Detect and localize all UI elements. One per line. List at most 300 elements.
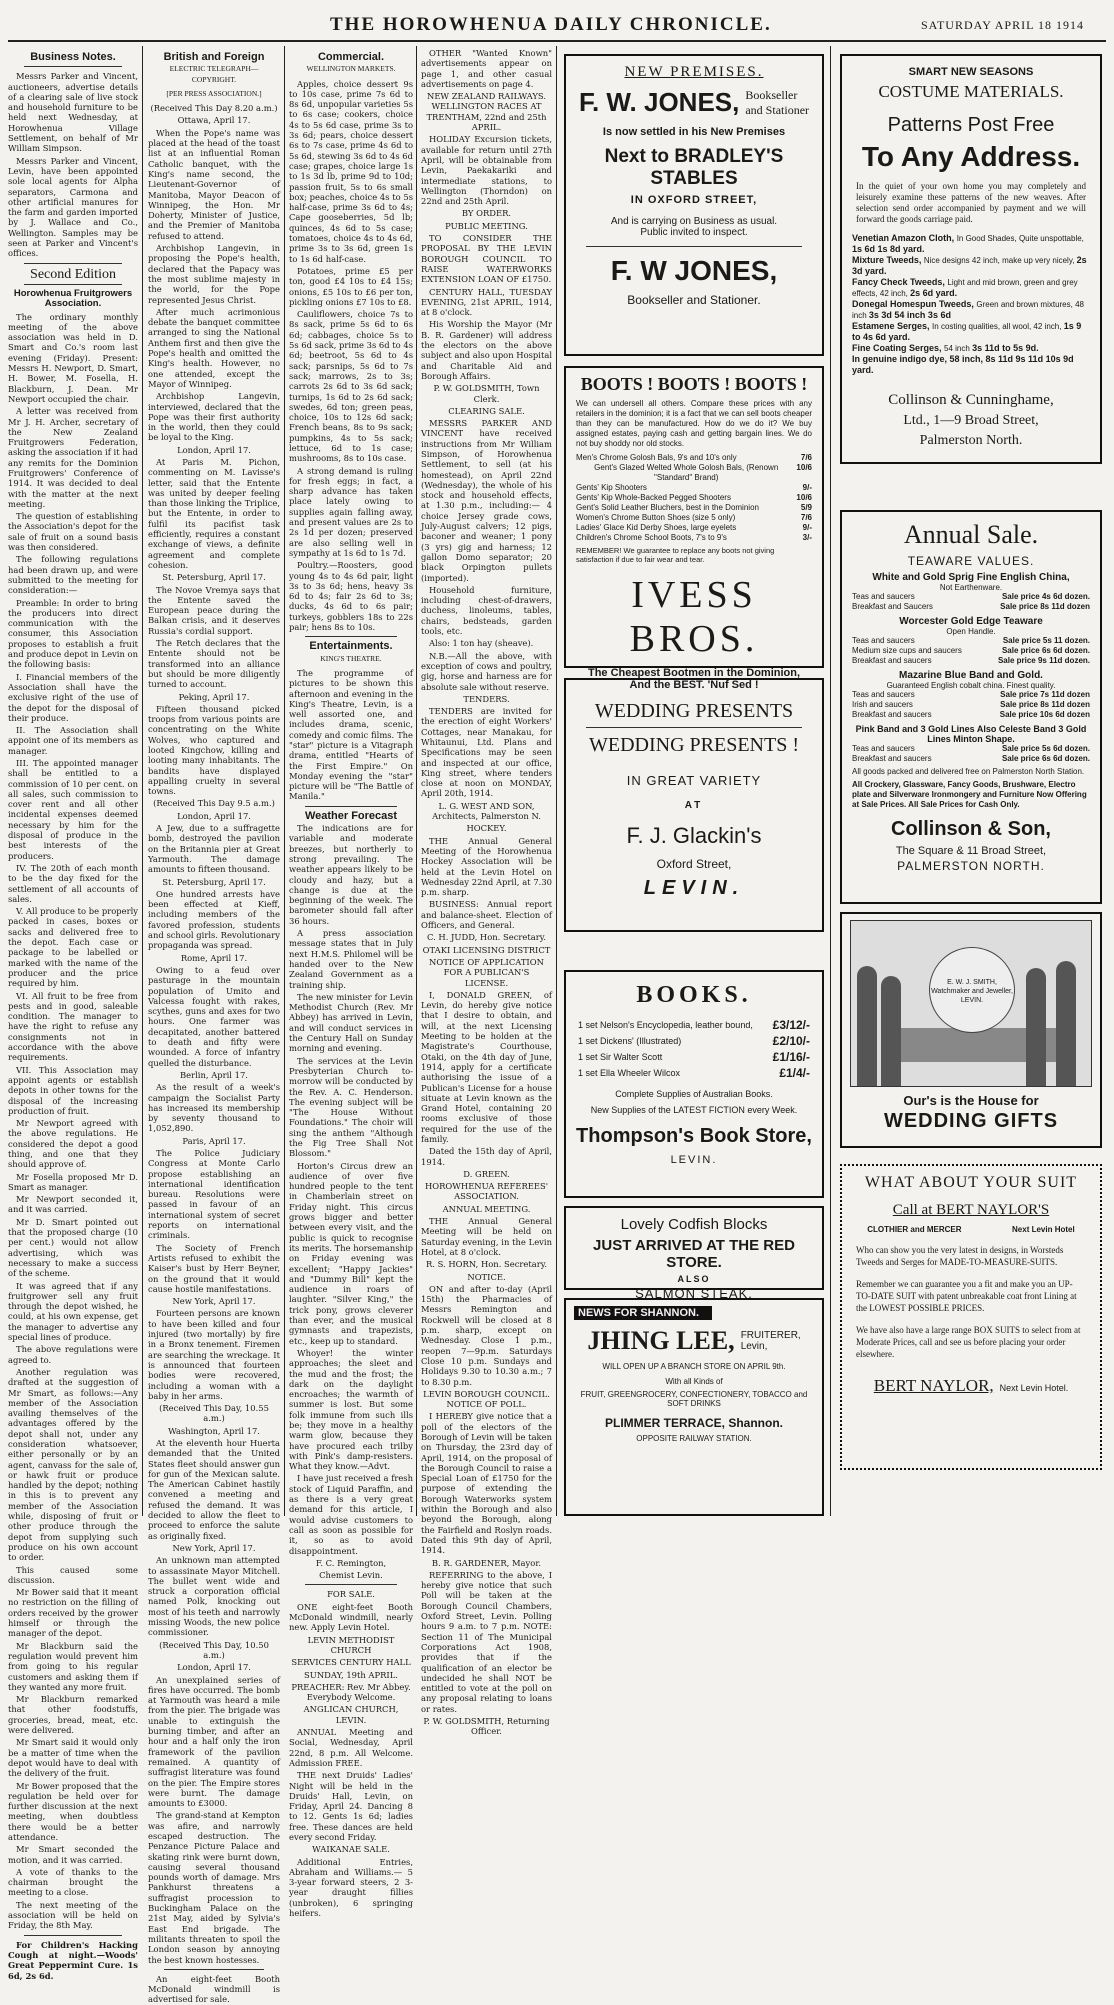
dateline: London, April 17. <box>177 810 251 821</box>
advert-text: ALSO <box>677 1274 711 1284</box>
article-paragraph: An unexplained series of fires have occurred. The bomb at Yarmouth was heard a mile from the pier. The brigade was unable to extinguish the burning timber, and after an hour and a half only the iron framework of the pavilion remained. A quantity of suffragist literature was found on the pier. The Empire stores were burnt. The damage amounts to £3000. <box>148 1674 280 1809</box>
classified-heading: OTAKI LICENSING DISTRICT <box>422 944 551 955</box>
item-name: Teas and saucers <box>852 636 915 645</box>
advert-text: To Any Address. <box>861 141 1081 172</box>
advert-text: Bookseller <box>745 87 798 102</box>
article-paragraph: This caused some discussion. <box>8 1564 138 1585</box>
advert-subheading: White and Gold Sprig Fine English China, <box>872 572 1070 583</box>
item-name: Fine Coating Serges, <box>852 343 945 353</box>
classified-heading: WAIKANAE SALE. <box>312 1844 390 1855</box>
advert-text: Lovely Codfish Blocks <box>620 1216 768 1233</box>
item-name: 1 set Nelson's Encyclopedia, leather bound, <box>578 1020 753 1030</box>
item-name: Women's Chrome Button Shoes (size 5 only) <box>576 513 736 522</box>
signature: Chemist Levin. <box>319 1570 383 1581</box>
divider <box>164 1969 264 1970</box>
price-row <box>842 710 1100 720</box>
classified-text: THE next Druids' Ladies' Night will be held in the Druids' Hall, Levin, on Friday, April 24. Dancing 8 to 12. Gents 1s 6d; ladies free. These dances are held every second Friday. <box>289 1770 413 1842</box>
advert-subheading: Pink Band and 3 Gold Lines Also Celeste Band 3 Gold Lines Minton Shape. <box>855 724 1087 744</box>
section-heading: British and Foreign <box>163 51 265 63</box>
advert-name: JHING LEE, <box>587 1326 735 1355</box>
section-heading: Commercial. <box>317 51 385 63</box>
price-list <box>842 233 1100 376</box>
classified-text: ON and after to-day (April 15th) the Pharmacies of Messrs Remington and Rockwell will be closed at 8 p.m. sharp, except on Wednesday. Close 1 p.m., reopen 7—9p.m. Saturdays Close 10 p.m. Sundays and Holidays 9.30 to 10.30 a.m.; 7 to 8.30 p.m. <box>421 1283 552 1387</box>
advert-subheading: Worcester Gold Edge Teaware <box>899 616 1043 627</box>
article-paragraph: Mr Blackburn remarked that other foodstuffs, groceries, bread, meat, etc. were delivered. <box>8 1694 138 1736</box>
item-price: 3s 3d 54 inch 3s 6d <box>868 310 951 320</box>
article-paragraph: Poultry.—Roosters, good young 4s to 4s 6d pair, light 3s to 3s 6d; hens, heavy 3s 6d to 4s; fair 2s 6d to 3s; ducks, 4s 6d to 6s pair; turkeys, gobblers 18s to 22s pair; hens 8s to 10s. <box>289 560 413 633</box>
advert-text: Palmerston North. <box>919 433 1023 448</box>
advert-name: Collinson & Son, <box>891 818 1051 840</box>
item-name: Gent's Solid Leather Bluchers, best in the Dominion <box>576 503 759 512</box>
divider <box>305 636 397 637</box>
price-row <box>566 1049 822 1065</box>
price-row <box>842 754 1100 764</box>
classified-heading: ANGLICAN CHURCH, LEVIN. <box>303 1704 399 1725</box>
issue-date: SATURDAY APRIL 18 1914 <box>920 18 1084 32</box>
advert-text: JUST ARRIVED AT THE RED STORE. <box>593 1237 795 1271</box>
article-paragraph: Potatoes, prime £5 per ton, good £4 10s to £4 15s; onions, £5 10s to £6 per ton, pickling onions £7 10s to £8. <box>289 265 413 307</box>
classified-text: His Worship the Mayor (Mr B. R. Gardener) will address the electors on the above subject and also upon Hospital and Charitable Aid and Borough Affairs. <box>421 319 552 381</box>
advert-text: IN OXFORD STREET, <box>630 194 758 206</box>
advert-text: The Cheapest Bootmen in the Dominion, <box>587 667 801 679</box>
advert-text: The Square & 11 Broad Street, <box>895 845 1047 857</box>
item-name: Teas and saucers <box>852 690 915 699</box>
article-heading: Horowhenua Fruitgrowers Association. <box>13 287 133 310</box>
figure-shape <box>1026 968 1046 1086</box>
advert-text: PALMERSTON NORTH. <box>897 859 1045 873</box>
item-price: 10/6 <box>796 463 812 472</box>
price-row <box>566 1065 822 1081</box>
price-row <box>566 503 822 513</box>
item-price: Sale price 6s 6d dozen. <box>1001 646 1090 655</box>
item-price: 7/6 <box>800 453 812 462</box>
item-name: Mixture Tweeds, <box>852 255 924 265</box>
article-paragraph: When the Pope's name was placed at the head of the toast list at an influential Roman Catholic banquet, with the King's name second, the Lieutenant-Governor of Manitoba, Mayor Deacon of Winnipeg, the Hon. Mr Doherty, Minister of Justice, and the Premier of Manitoba refused to attend. <box>148 127 280 241</box>
section-heading: Second Edition <box>30 266 116 282</box>
price-row <box>842 656 1100 666</box>
item-name: Teas and saucers <box>852 744 915 753</box>
signature: D. GREEN. <box>463 1168 510 1179</box>
column-rule <box>142 46 143 1516</box>
article-paragraph: I. Financial members of the Association shall have the exclusive right of the use of the depot for the disposal of their produce. <box>8 671 138 723</box>
item-price: 9/- <box>802 523 812 532</box>
price-row <box>566 483 822 493</box>
classified-text: I HEREBY give notice that a poll of the electors of the Borough of Levin will be taken on Thursday, the 23rd day of April, 1914, on the proposal of the Borough Council to raise a Special Loan of £1750 for the purpose of extending the Borough Waterworks system within the Borough and also beyond the Borough, along the Fairfield and Roslyn roads. Dated this 9th day of April, 1914. <box>421 1411 552 1556</box>
advert-text: Next Levin Hotel <box>1012 1225 1075 1234</box>
classified-heading: PUBLIC MEETING. <box>445 220 528 231</box>
newspaper-title: THE HOROWHENUA DAILY CHRONICLE. <box>330 14 772 35</box>
article-paragraph: VII. This Association may appoint agents or establish depots in other towns for the disposal of the increasing production of fruit. <box>8 1064 138 1116</box>
article-paragraph: The above regulations were agreed to. <box>8 1344 138 1365</box>
price-row <box>842 636 1100 646</box>
price-row <box>842 321 1100 343</box>
dateline: Peking, April 17. <box>178 691 250 702</box>
advert-subheading: Mazarine Blue Band and Gold. <box>899 670 1043 681</box>
advert-name: F. W. JONES, <box>578 87 740 117</box>
article-paragraph: Apples, choice dessert 9s to 10s case, prime 7s 6d to 8s 6d, unpopular varieties 5s to 6s case; cookers, choice 4s to 5s 6d case, prime 3s to 3s 6d; pears, choice dessert 6s to 7s case, prime 4s 6d to 5s 6d, stewing 3s 6d to 4s 6d case; grapes, choice large 1s to 1s 3d lb, prime 9d to 10d; passion fruit, 5s to 6s small box; peaches, choice 4s to 5s half-case, prime 3s 6d to 4s; Cape gooseberries, 5d lb; quinces, 4s 6d to 5s case; tomatoes, choice 4s to 4s 6d, prime 3s to 3s 6d, green 1s to 1s 6d half-case. <box>289 78 413 264</box>
item-desc: In Good Shades, Quite unspottable, <box>956 234 1084 243</box>
advert-annual-sale <box>840 510 1102 904</box>
advert-glackin-wedding <box>564 678 824 932</box>
signature: P. W. GOLDSMITH, Town Clerk. <box>433 383 540 404</box>
item-name: Venetian Amazon Cloth, <box>852 233 957 243</box>
advert-title: COSTUME MATERIALS. <box>878 82 1064 101</box>
article-paragraph: V. All produce to be properly packed in cases, boxes or sacks and delivered free to the depot. Each case or package to be labelled or marked with the name of the producer and the price required by him. <box>8 906 138 989</box>
advert-text: CLOTHIER and MERCER <box>867 1225 962 1234</box>
item-name: Breakfast and saucers <box>852 656 932 665</box>
item-desc: 54 inch <box>944 344 973 353</box>
item-price: Sale price 8s 11d dozen <box>1000 602 1090 611</box>
item-price: 3s 11d to 5s 9d. <box>972 343 1039 353</box>
price-list <box>842 690 1100 720</box>
classified-heading: HOCKEY. <box>466 823 507 834</box>
article-paragraph: The programme of pictures to be shown this afternoon and evening in the King's Theatre, Levin, is a well assorted one, and includes drama, scenic, comedy and comic films. The "star" picture is a Vitagraph drama, entitled "Hearts of the First Empire." On Monday evening the "star" picture will be "The Battle of Manila." <box>289 667 413 802</box>
advert-text: Ltd., 1—9 Broad Street, <box>903 413 1039 428</box>
price-row <box>566 533 822 543</box>
price-row <box>842 277 1100 299</box>
shop-medallion <box>929 947 1015 1033</box>
classified-heading: LEVIN BOROUGH COUNCIL. NOTICE OF POLL. <box>423 1388 550 1410</box>
article-paragraph: Whoyer! the winter approaches; the sleet and the mud and the frost; the dark on the daylight encroaches; the warmth of summer is lost. But some folk immune from such ills be; they move in a healthy warm glow, because they have procured each trilby with Pink's damp-resisters. What they know.—Advt. <box>289 1347 413 1472</box>
advert-text: Is now settled in his New Premises <box>602 126 786 138</box>
advert-text: WILL OPEN UP A BRANCH STORE ON APRIL 9th. <box>602 1362 786 1371</box>
classified-heading: FOR SALE. <box>327 1589 375 1600</box>
advert-text: AT <box>684 800 704 811</box>
price-row <box>842 343 1100 354</box>
article-paragraph: Archbishop Langevin, interviewed, declared that the Pope was their first authority in the world, then they could be loyal to the King. <box>148 391 280 443</box>
item-name: Fancy Check Tweeds, <box>852 277 948 287</box>
classified-heading: CLEARING SALE. <box>448 405 525 416</box>
subheading: KING'S THEATRE. <box>320 653 382 663</box>
article-paragraph: It was agreed that if any fruitgrower sell any fruit through the depot wished, he could, at his own expense, get the manager to advertise any special lines of produce. <box>8 1280 138 1343</box>
classified-text: SUNDAY, 19th APRIL. <box>304 1669 398 1680</box>
received-time: (Received This Day 8.20 a.m.) <box>150 103 278 114</box>
dateline: London, April 17. <box>177 1662 251 1673</box>
advert-costume-materials <box>840 54 1102 464</box>
divider <box>24 284 122 285</box>
article-paragraph: Messrs Parker and Vincent, Levin, have been appointed sole local agents for Alpha separators, Carmona and other artificial manures for the farm and garden imported by J. Wallace and Co., Wellington. Samples may be seen at Parker and Vincent's offices. <box>8 155 138 259</box>
classified-text: Also: 1 ton hay (sheave). <box>429 638 534 649</box>
dateline: Paris, April 17. <box>182 1135 246 1146</box>
classified-heading: LEVIN METHODIST CHURCH <box>307 1634 395 1655</box>
advert-text: New Supplies of the LATEST FICTION every Week. <box>590 1105 798 1115</box>
price-row <box>842 700 1100 710</box>
advert-text: FRUITERER, Levin, <box>740 1330 801 1352</box>
item-price: Sale price 5s 11 dozen. <box>1002 636 1090 645</box>
article-paragraph: A vote of thanks to the chairman brought the meeting to a close. <box>8 1866 138 1898</box>
divider <box>586 727 802 728</box>
classified-heading: SERVICES CENTURY HALL <box>291 1657 411 1668</box>
item-price: 1s 6d 1s 8d yard. <box>852 244 925 254</box>
item-name: Men's Chrome Golosh Bals, 9's and 10's only <box>576 453 737 462</box>
article-paragraph: After much acrimonious debate the banquet committee arranged to sing the National Anthem first and then give the Pope's health and omitted the King's health. However, no one attended, except the Mayor of Winnipeg. <box>148 306 280 389</box>
signature: P. W. GOLDSMITH, Returning Officer. <box>423 1716 550 1737</box>
figure-shape <box>1056 961 1076 1086</box>
advert-text: Who can show you the very latest in designs, in Worsteds Tweeds and Serges for MADE-TO-MEASURE-SUITS. <box>856 1245 1064 1267</box>
price-list <box>566 453 822 543</box>
column-rule <box>556 46 557 1516</box>
divider <box>586 246 802 247</box>
price-row <box>566 1017 822 1033</box>
price-list <box>566 1017 822 1081</box>
advert-fw-jones <box>564 54 824 356</box>
column-commercial <box>289 48 413 1919</box>
article-paragraph: III. The appointed manager shall be entitled to a commission of 10 per cent. on all sales, such commission to cover rent and all other incidental expenses deemed necessary by him for the disposal of produce in the best interests of the producers. <box>8 758 138 861</box>
price-list <box>842 744 1100 764</box>
article-paragraph: The Society of French Artists refused to exhibit the Kaiser's bust by Herr Beyner, on the ground that it would cause hostile manifestations. <box>148 1242 280 1294</box>
price-row <box>842 690 1100 700</box>
dateline: Ottawa, April 17. <box>177 115 251 126</box>
article-paragraph: IV. The 20th of each month to be the day fixed for the settlement of all accounts of sales. <box>8 862 138 904</box>
article-paragraph: Another regulation was drafted at the suggestion of Mr Smart, as follows:—Any member of the Association availing themselves of the advantages offered by the depot shall not, under any consideration whatsoever, either personally or by an agent, canvass for the sale of, or hawk fruit or produce handled by the depot; nothing in this is to prevent any member of the Association while, disposing of fruit or other produce through the depot from supplying such produce on his own account to order. <box>8 1366 138 1563</box>
item-price: Sale price 7s 11d dozen <box>1000 690 1090 699</box>
advert-text: FRUIT, GREENGROCERY, CONFECTIONERY, TOBACCO and SOFT DRINKS <box>580 1390 808 1408</box>
classified-text: BUSINESS: Annual report and balance-sheet. Election of Officers, and General. <box>421 899 552 931</box>
item-price: 2s 6d yard. <box>910 288 958 298</box>
advert-text: WEDDING GIFTS <box>883 1110 1059 1132</box>
article-paragraph: As the result of a week's campaign the Socialist Party has increased its membership by seventy thousand to 1,052,890. <box>148 1082 280 1134</box>
article-paragraph: The Retch declares that the Entente should not be transformed into an alliance but should be more diligently turned to account. <box>148 638 280 690</box>
article-paragraph: The services at the Levin Presbyterian Church to-morrow will be conducted by the Rev. A. C. Henderson. The evening subject will be "The House Without Foundations." The choir will sing the anthem "Although the Fig Tree Shall Not Blossom." <box>289 1055 413 1159</box>
advert-text: Next Levin Hotel. <box>999 1383 1069 1393</box>
signature: C. H. JUDD, Hon. Secretary. <box>427 932 546 943</box>
dateline: Berlin, April 17. <box>180 1069 248 1080</box>
column-classifieds <box>421 48 552 1737</box>
item-price: Sale price 5s 6d dozen. <box>1001 744 1090 753</box>
advert-text: And the BEST. 'Nuf Sed ! <box>629 679 759 691</box>
dateline: New York, April 17. <box>172 1542 256 1553</box>
dateline: St. Petersburg, April 17. <box>162 572 266 583</box>
item-price: Sale price 8s 11d dozen <box>1000 700 1090 709</box>
advert-text: PLIMMER TERRACE, Shannon. <box>605 1416 783 1430</box>
dateline: St. Petersburg, April 17. <box>162 876 266 887</box>
item-name: In genuine indigo dye, 58 inch, <box>852 354 986 364</box>
item-price: 10/6 <box>796 493 812 502</box>
received-time: (Received This Day, 10.50 a.m.) <box>159 1639 269 1660</box>
masthead <box>0 0 1114 40</box>
classified-heading: ANNUAL MEETING. <box>442 1203 531 1214</box>
advert-title: BOOTS ! BOOTS ! BOOTS ! <box>580 374 808 394</box>
item-price: £1/4/- <box>779 1066 810 1080</box>
article-paragraph: Mr Smart seconded the motion, and it was carried. <box>8 1844 138 1865</box>
advert-text: and Stationer <box>745 102 810 117</box>
dateline: New York, April 17. <box>172 1296 256 1307</box>
article-paragraph: A letter was received from Mr J. H. Archer, secretary of the New Zealand Fruitgrowers Federation, asking the association if it had any remits for the Dominion Fruitgrowers' Conference of 1914. It was decided to deal with the matter at the next meeting. <box>8 406 138 509</box>
advert-text: All Crockery, Glassware, Fancy Goods, Brushware, Electro plate and Silverware Ironmongery and Furniture Now Offering at Sale Prices. All Sale Prices for Cash Only. <box>852 780 1087 809</box>
received-time: (Received This Day, 10.55 a.m.) <box>159 1403 269 1424</box>
divider <box>24 263 122 264</box>
advert-text: Guaranteed English cobalt china. Finest quality. <box>886 681 1056 690</box>
dateline: Rome, April 17. <box>180 952 248 963</box>
advert-text: Open Handle. <box>946 627 996 636</box>
figure-shape <box>881 976 901 1086</box>
item-name: Teas and saucers <box>852 592 915 601</box>
item-name: 1 set Sir Walter Scott <box>578 1052 663 1062</box>
section-heading: Business Notes. <box>30 51 116 63</box>
price-list <box>842 592 1100 612</box>
price-row <box>842 255 1100 277</box>
advert-title: WEDDING PRESENTS ! <box>589 734 799 756</box>
subheading: [PER PRESS ASSOCIATION.] <box>166 88 262 98</box>
item-desc: Green and brown mixtures, 48 inch <box>852 300 1084 320</box>
signature: BY ORDER. <box>461 208 512 219</box>
advert-text: For Children's Hacking Cough at night.—Woods' Great Peppermint Cure. 1s 6d, 2s 6d. <box>8 1939 138 1981</box>
advert-name: Thompson's Book Store, <box>576 1125 812 1147</box>
item-name: Children's Chrome School Boots, 7's to 9's <box>576 533 727 542</box>
classified-text: TENDERS are invited for the erection of eight Workers' Cottages, near Manakau, for Whitaunui, Ltd. Plans and Specifications may be seen and inspected at our office, King street, where tenders close at noon on MONDAY, April 20th, 1914. <box>421 706 552 799</box>
price-row <box>842 354 1100 376</box>
article-paragraph: The indications are for variable and moderate breezes, but northerly to strong prevailing. The weather appears likely to be cloudy and hazy, but a change is due at the beginning of the week. The barometer should fall after 36 hours. <box>289 823 413 926</box>
advert-text: In the quiet of your own home you may completely and leisurely examine these patterns of the new weaves. After selection send order accompanied by payment and we will forward the goods carriage paid. <box>856 181 1086 224</box>
section-heading: Weather Forecast <box>304 809 398 822</box>
item-name: Breakfast and Saucers <box>852 602 933 611</box>
price-list <box>842 636 1100 666</box>
classified-text: I, DONALD GREEN, of Levin, do hereby give notice that I desire to obtain, and will, at the next Licensing Meeting to be holden at the Magistrate's Courthouse, Otaki, on the 4th day of June, 1914, apply for a certificate authorising the issue of a Publican's License for a house situate at Levin known as the Grand Hotel, containing 20 rooms exclusive of those required for the use of the family. <box>421 989 552 1144</box>
column-british-foreign <box>148 48 280 2005</box>
advert-text: Public invited to inspect. <box>640 227 748 238</box>
advert-title: WEDDING PRESENTS <box>594 700 794 722</box>
item-name: Estamene Serges, <box>852 321 933 331</box>
classified-text: REFERRING to the above, I hereby give notice that such Poll will be taken at the Borough Council Chambers, Oxford Street, Levin. Polling hours 9 a.m. to 7 p.m. NOTE: Section 11 of The Municipal Corporations Act 1908, provides that if the qualification of an elector be undecided he shall NOT be entitled to vote at the poll on any proposal relating to loans or rates. <box>421 1569 552 1714</box>
advert-name: F. W JONES, <box>610 255 778 286</box>
advert-red-store <box>564 1206 824 1301</box>
column-rule <box>284 46 285 1516</box>
article-paragraph: Mr Bower proposed that the regulation be held over for further discussion at the next meeting, when doubtless there would be a better attendance. <box>8 1780 138 1842</box>
price-row <box>842 646 1100 656</box>
advert-text: LEVIN. <box>670 1154 718 1166</box>
advert-text: Our's is the House for <box>903 1093 1039 1108</box>
article-paragraph: Owing to a feud over pasturage in the mountain population of Umito and Valcessa fought with rakes, scythes, guns and axes for two hours. One farmer was decapitated, another battered to death and fifty were wounded. A force of infantry quelled the disturbance. <box>148 964 280 1068</box>
advert-name: F. J. Glackin's <box>626 823 762 848</box>
item-price: Sale price 6s 6d dozen. <box>1001 754 1090 763</box>
article-paragraph: Mr Newport seconded it, and it was carried. <box>8 1194 138 1215</box>
advert-text: Call at BERT NAYLOR'S <box>892 1202 1050 1218</box>
article-paragraph: Preamble: In order to bring the producers into direct communication with the consumer, this Association proposes to establish a fruit and produce depot in Levin on the following basis: <box>8 597 138 670</box>
advert-text: Complete Supplies of Australian Books. <box>615 1089 773 1099</box>
divider <box>24 66 122 67</box>
price-row <box>566 513 822 523</box>
price-row <box>566 1033 822 1049</box>
article-paragraph: Mr Blackburn said the regulation would prevent him from going to his regular customers and asking them if they wanted any more fruit. <box>8 1640 138 1692</box>
item-price: 2s 3d yard. <box>852 255 1087 276</box>
price-row <box>566 463 822 483</box>
advert-text: REMEMBER! We guarantee to replace any boots not giving satisfaction if due to fair wear and tear. <box>576 546 775 564</box>
classified-heading: NOTICE OF APPLICATION FOR A PUBLICAN'S LICENSE. <box>429 956 544 988</box>
classified-text: Dated the 15th day of April, 1914. <box>421 1146 552 1167</box>
classified-heading: NEW ZEALAND RAILWAYS. WELLINGTON RACES AT TRENTHAM, 22nd and 25th APRIL. <box>426 91 547 133</box>
advert-text: And is carrying on Business as usual. <box>610 216 778 227</box>
article-paragraph: The ordinary monthly meeting of the above association was held in D. Smart and Co.'s room last evening (Friday). Present: Messrs H. Newport, D. Smart, H. Bower, M. Fosella, H. Blackburn, J. Dean. Mr Newport occupied the chair. <box>8 311 138 404</box>
advert-title: WHAT ABOUT YOUR SUIT <box>864 1174 1078 1191</box>
section-heading: Entertainments. <box>309 640 393 653</box>
article-paragraph: Archbishop Langevin, in proposing the Pope's health, declared that the Papacy was the most sublime majesty in the world, for the Pope represented Jesus Christ. <box>148 243 280 305</box>
classified-text: TO CONSIDER THE PROPOSAL BY THE LEVIN BOROUGH COUNCIL TO RAISE WATERWORKS EXTENSION LOAN OF £1750. <box>421 233 552 285</box>
advert-title: BOOKS. <box>636 982 752 1008</box>
advert-text: Bookseller and Stationer. <box>627 293 761 307</box>
advert-name: BERT NAYLOR, <box>873 1376 994 1395</box>
wedding-illustration <box>850 920 1092 1087</box>
item-name: Donegal Homespun Tweeds, <box>852 299 977 309</box>
medallion-text: E. W. J. SMITH, <box>947 979 997 986</box>
classified-text: MESSRS PARKER AND VINCENT have received instructions from Mr William Simpson, of Horowhenua Settlement, to sell (at his homestead), on April 22nd (Wednesday), the whole of his stock and household effects, at 1.30 p.m., including:— 4 choice Jersey grade cows, July-August calvers; 12 pigs, baconer and weaner; 1 pony (3 yrs) gig and harness; 12 gallon Domo separator; 20 black Orpington pullets (imported). <box>421 418 552 583</box>
column-rule <box>830 46 831 1516</box>
classified-text: CENTURY HALL, TUESDAY EVENING, 21st APRIL, 1914, at 8 o'clock. <box>421 286 552 318</box>
price-row <box>842 602 1100 612</box>
article-paragraph: An unknown man attempted to assassinate Mayor Mitchell. The bullet went wide and struck a corporation official named Polk, knocking out most of his teeth and narrowly missing Woods, the new police commissioner. <box>148 1555 280 1638</box>
price-row <box>566 523 822 533</box>
price-row <box>566 453 822 463</box>
advert-brand: IVESS BROS. <box>629 574 759 660</box>
article-paragraph: The question of establishing the Association's depot for the sale of fruit on a sound basis was then considered. <box>8 511 138 553</box>
classified-text: ANNUAL Meeting and Social, Wednesday, April 22nd, 8 p.m. All Welcome. Admission FREE. <box>289 1727 413 1768</box>
item-name: 1 set Dickens' (Illustrated) <box>578 1036 682 1046</box>
article-paragraph: An eight-feet Booth McDonald windmill is advertised for sale. <box>148 1973 280 2005</box>
received-time: (Received This Day 9.5 a.m.) <box>153 798 275 809</box>
classified-text: OTHER "Wanted Known" advertisements appear on page 1, and other casual advertisements on page 4. <box>421 48 552 89</box>
article-paragraph: Mr Fosella proposed Mr D. Smart as manager. <box>8 1171 138 1192</box>
item-desc: Nice designs 42 inch, make up very nicely, <box>923 256 1077 265</box>
item-price: 7/6 <box>800 513 812 522</box>
price-row <box>566 493 822 503</box>
advert-title: NEW PREMISES. <box>624 64 764 80</box>
article-paragraph: Mr Bower said that it meant no restriction on the filling of orders received by the grower himself or through the manager of the depot. <box>8 1587 138 1639</box>
item-desc: Light and mid brown, green and grey effects, 42 inch, <box>852 278 1078 298</box>
classified-text: THE Annual General Meeting of the Horowhenua Hockey Association will be held at the Levin Hotel on Wednesday 22nd April, at 7.30 p.m. sharp. <box>421 835 552 898</box>
advert-ivess-boots <box>564 366 824 691</box>
article-paragraph: The following regulations had been drawn up, and were submitted to the meeting for consideration:— <box>8 554 138 596</box>
advert-text: We can undersell all others. Compare these prices with any retailers in the dominion; it is a fact that we can sell boots cheaper than they can be manufactured. How do we do it? We buy assigned estates, paying cash and getting bargain lines. We do not buy shoddy nor old stocks. <box>576 399 812 448</box>
advert-jhing-lee <box>564 1298 824 1516</box>
classified-text: Household furniture, including chest-of-drawers, duchess, linoleums, tables, chairs, bedsteads, garden tools, etc. <box>421 584 552 637</box>
price-row <box>842 744 1100 754</box>
article-paragraph: The next meeting of the association will be held on Friday, the 8th May. <box>8 1899 138 1931</box>
advert-text: LEVIN. <box>643 877 745 899</box>
article-paragraph: Fifteen thousand picked troops from various points are concentrating on the White Wolves, who captured and looted Kingchow, killing and looting many inhabitants. The bandits have displayed appalling cruelty in several towns. <box>148 703 280 797</box>
article-paragraph: VI. All fruit to be free from pests and in good, saleable condition. The manager to have the right to refuse any consignments not in accordance with the above requirements. <box>8 990 138 1063</box>
article-paragraph: Mr Smart said it would only be a matter of time when the depot would have to deal with the delivery of the fruit. <box>8 1737 138 1779</box>
article-paragraph: One hundred arrests have been effected at Kieff, including members of the favored profession, students and school girls. Revolutionary propaganda was spread. <box>148 888 280 951</box>
advert-text: Oxford Street, <box>656 857 732 871</box>
article-paragraph: At the eleventh hour Huerta demanded that the United States fleet should answer gun for gun of the Mexican salute. The American Cabinet hastily convened a meeting and refused the demand. It was decided to allow the fleet to proceed to enforce the salute as originally fixed. <box>148 1438 280 1541</box>
price-row <box>842 233 1100 255</box>
advert-text: TEAWARE VALUES. <box>907 554 1035 568</box>
classified-text: ONE eight-feet Booth McDonald windmill, nearly new. Apply Levin Hotel. <box>289 1601 413 1633</box>
item-name: Gent's Glazed Welted Whole Golosh Bals, (Renown "Standard" Brand) <box>594 463 779 482</box>
price-row <box>842 592 1100 602</box>
item-price: Sale price 10s 6d dozen <box>999 710 1090 719</box>
article-paragraph: A press association message states that in July next H.M.S. Philomel will be handed over to the New Zealand Government as a training ship. <box>289 928 413 990</box>
article-paragraph: The Novoe Vremya says that the Entente saved the European peace during the Balkan crisis, and it deserves Russia's cordial support. <box>148 584 280 636</box>
article-paragraph: Messrs Parker and Vincent, auctioneers, advertise details of a clearing sale of live stock and household furniture to be held next Wednesday, at Horowhenua Village Settlement, on behalf of Mr William Simpson. <box>8 71 138 154</box>
advert-title: Annual Sale. <box>903 520 1039 549</box>
advert-text: IN GREAT VARIETY <box>626 773 762 788</box>
advert-text: Not Earthenware. <box>939 583 1003 592</box>
item-price: 1s 9 to 4s 6d yard. <box>852 321 1082 342</box>
advert-bert-naylor <box>840 1164 1102 1470</box>
divider <box>305 806 397 807</box>
dateline: London, April 17. <box>177 444 251 455</box>
item-price: £2/10/- <box>772 1034 810 1048</box>
article-paragraph: I have just received a fresh stock of Liquid Paraffin, and as there is a very great demand for this article, I would advise customers to call as soon as possible for it, so as to avoid disappointment. <box>289 1473 413 1556</box>
advert-text: Patterns Post Free <box>887 114 1055 136</box>
article-paragraph: Horton's Circus drew an audience of over five hundred people to the tent in Chamberlain street on Friday night. This circus grows bigger and better between every visit, and the public is quick to recognise its merits. The horsemanship on Friday evening was excellent; "Happy Jackies" and "Dummy Bill" kept the audience in roars of laughter. "Silver King," the trick pony, grows cleverer than ever, and the musical gymnasts and trapezists, etc., keep up to standard. <box>289 1160 413 1346</box>
classified-text: HOLIDAY Excursion tickets, available for return until 27th April, will be obtainable from Levin, Paekakariki and intermediate stations, to Wellington (Thorndon) on 22nd and 25th April. <box>421 134 552 207</box>
article-paragraph: Mr Newport agreed with the above regulations. He considered the depot a good thing, and one that they should approve of. <box>8 1118 138 1170</box>
subheading: ELECTRIC TELEGRAPH—COPYRIGHT. <box>169 64 259 84</box>
classified-heading: TENDERS. <box>463 693 510 704</box>
column-rule <box>416 46 417 1516</box>
article-paragraph: The grand-stand at Kempton was afire, and narrowly escaped destruction. The Penzance Picture Palace and skating rink were burnt down, causing several thousand pounds worth of damage. Mrs Pankhurst threatens a suffragist procession to Buckingham Palace on the 21st May, aided by Sylvia's East End brigade. The militants threaten to spoil the London season by annoying the best known hostesses. <box>148 1810 280 1965</box>
